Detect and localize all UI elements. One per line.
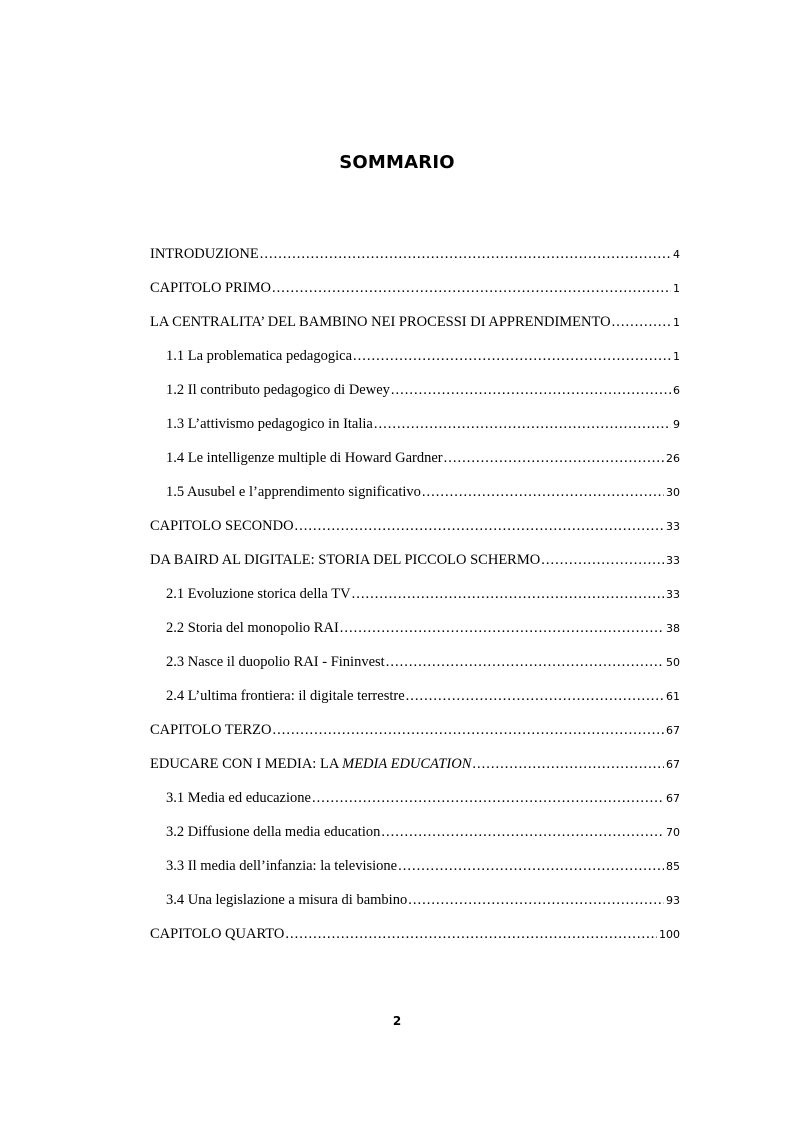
toc-entry-label xyxy=(150,756,471,773)
dot-leader xyxy=(612,314,671,331)
toc-entry-label: 1.5 Ausubel e l’apprendimento significativo xyxy=(166,484,421,500)
dot-leader xyxy=(353,348,671,365)
dot-leader xyxy=(406,688,664,705)
toc-entry-label: 2.4 L’ultima frontiera: il digitale terrestre xyxy=(166,688,405,704)
dot-leader xyxy=(285,926,657,943)
toc-entry-page: 33 xyxy=(666,588,680,601)
dot-leader xyxy=(472,756,664,773)
toc-entry-page: 1 xyxy=(673,282,680,295)
toc-entry-label: LA CENTRALITA’ DEL BAMBINO NEI PROCESSI DI APPRENDIMENTO xyxy=(150,314,611,330)
toc-entry-page: 67 xyxy=(666,758,680,771)
dot-leader xyxy=(381,824,664,841)
dot-leader xyxy=(272,280,671,297)
toc-entry[interactable] xyxy=(150,518,680,552)
toc-entry-page: 38 xyxy=(666,622,680,635)
toc-entry-page: 33 xyxy=(666,554,680,567)
toc-entry[interactable] xyxy=(150,586,680,620)
toc-entry-page: 100 xyxy=(659,928,680,941)
toc-entry[interactable] xyxy=(150,348,680,382)
toc-entry-label: 2.3 Nasce il duopolio RAI - Fininvest xyxy=(166,654,385,670)
toc-entry[interactable] xyxy=(150,722,680,756)
toc-entry-label: 2.1 Evoluzione storica della TV xyxy=(166,586,351,602)
toc-entry[interactable] xyxy=(150,790,680,824)
toc-entry-page: 61 xyxy=(666,690,680,703)
toc-entry-label: DA BAIRD AL DIGITALE: STORIA DEL PICCOLO SCHERMO xyxy=(150,552,541,568)
toc-entry[interactable] xyxy=(150,552,680,586)
dot-leader xyxy=(273,722,664,739)
dot-leader xyxy=(340,620,664,637)
page-number: 2 xyxy=(392,1014,402,1028)
toc-entry-label: 1.3 L’attivismo pedagogico in Italia xyxy=(166,416,373,432)
toc-entry-page: 6 xyxy=(673,384,680,397)
dot-leader xyxy=(398,858,664,875)
toc-entry[interactable] xyxy=(150,858,680,892)
dot-leader xyxy=(295,518,664,535)
dot-leader xyxy=(408,892,664,909)
toc-entry[interactable] xyxy=(150,756,680,790)
toc-entry-page: 1 xyxy=(673,350,680,363)
toc-entry-label: 3.2 Diffusione della media education xyxy=(166,824,381,840)
toc-entry-label: CAPITOLO SECONDO xyxy=(150,518,294,534)
toc-entry-page: 50 xyxy=(666,656,680,669)
toc-entry[interactable] xyxy=(150,246,680,280)
toc-entry-page: 93 xyxy=(666,894,680,907)
toc-entry-label: INTRODUZIONE xyxy=(150,246,259,262)
toc-entry-label: 3.1 Media ed educazione xyxy=(166,790,311,806)
toc-entry-label: 3.4 Una legislazione a misura di bambino xyxy=(166,892,408,908)
toc-entry[interactable] xyxy=(150,416,680,450)
toc-entry-page: 67 xyxy=(666,724,680,737)
table-of-contents xyxy=(150,246,680,960)
toc-entry-page: 67 xyxy=(666,792,680,805)
toc-entry-page: 85 xyxy=(666,860,680,873)
toc-entry-label: 1.4 Le intelligenze multiple di Howard Gardner xyxy=(166,450,443,466)
toc-entry-page: 1 xyxy=(673,316,680,329)
dot-leader xyxy=(391,382,671,399)
toc-entry[interactable] xyxy=(150,484,680,518)
toc-entry-label: CAPITOLO QUARTO xyxy=(150,926,285,942)
toc-entry[interactable] xyxy=(150,314,680,348)
toc-entry[interactable] xyxy=(150,824,680,858)
dot-leader xyxy=(374,416,671,433)
toc-entry-label: CAPITOLO TERZO xyxy=(150,722,272,738)
toc-entry-label: 2.2 Storia del monopolio RAI xyxy=(166,620,339,636)
toc-entry[interactable] xyxy=(150,926,680,960)
toc-entry[interactable] xyxy=(150,280,680,314)
page-title: SOMMARIO xyxy=(339,152,455,173)
toc-entry-label-text: EDUCARE CON I MEDIA: LA xyxy=(150,756,343,772)
toc-entry[interactable] xyxy=(150,450,680,484)
toc-entry-label: CAPITOLO PRIMO xyxy=(150,280,271,296)
dot-leader xyxy=(386,654,664,671)
toc-entry[interactable] xyxy=(150,688,680,722)
dot-leader xyxy=(352,586,664,603)
toc-entry-label: 3.3 Il media dell’infanzia: la televisione xyxy=(166,858,398,874)
toc-entry-page: 4 xyxy=(673,248,680,261)
dot-leader xyxy=(422,484,664,501)
dot-leader xyxy=(312,790,664,807)
toc-entry-page: 26 xyxy=(666,452,680,465)
toc-entry-page: 70 xyxy=(666,826,680,839)
dot-leader xyxy=(260,246,671,263)
toc-entry[interactable] xyxy=(150,654,680,688)
toc-entry-label: 1.2 Il contributo pedagogico di Dewey xyxy=(166,382,390,398)
toc-entry-page: 9 xyxy=(673,418,680,431)
toc-entry[interactable] xyxy=(150,382,680,416)
toc-entry-page: 33 xyxy=(666,520,680,533)
toc-entry-page: 30 xyxy=(666,486,680,499)
toc-entry[interactable] xyxy=(150,892,680,926)
dot-leader xyxy=(444,450,664,467)
toc-entry[interactable] xyxy=(150,620,680,654)
dot-leader xyxy=(541,552,664,569)
toc-entry-label-emphasis: MEDIA EDUCATION xyxy=(342,756,472,772)
toc-entry-label: 1.1 La problematica pedagogica xyxy=(166,348,353,364)
